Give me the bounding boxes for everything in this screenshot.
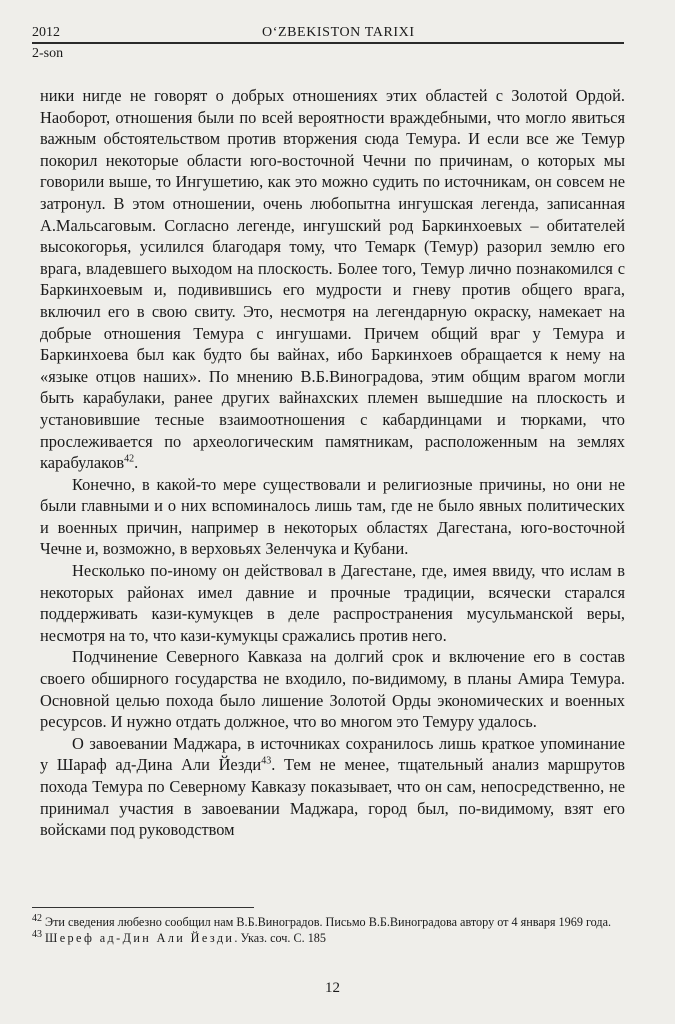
footnote-mark: 43 [32, 928, 42, 940]
footnote [32, 914, 627, 930]
paragraph-text: Конечно, в какой-то мере существовали и религиозные причины, но они не были главными и о них вспоминалось лишь там, где не было явных политических и военных причин, например в некоторых областях Дагестана, юго-восточной Чечне и, возможно, в верховьях Зеленчука и Кубани. [40, 474, 625, 559]
header-year: 2012 [32, 25, 60, 40]
header-rule [32, 42, 624, 44]
paragraph-text: О завоевании Маджара, в источниках сохранилось лишь краткое упоминание у Шараф ад-Дина Али Йезди [40, 733, 625, 775]
footnote [32, 930, 627, 946]
footnote-ref: 42 [124, 453, 135, 465]
paragraph [40, 474, 625, 560]
footnote-mark: 42 [32, 912, 42, 924]
paragraph [40, 85, 625, 474]
page-number: 12 [325, 980, 340, 996]
footnotes [32, 914, 627, 946]
paragraph-text: Подчинение Северного Кавказа на долгий срок и включение его в состав своего обширного государства не входило, по-видимому, в планы Амира Темура. Основной целью похода было лишение Золотой Орды экономических и военных ресурсов. И нужно отдать должное, что во многом это Темуру удалось. [40, 647, 625, 732]
footnote-rule [32, 907, 254, 908]
paragraph-text: . Тем не менее, тщательный анализ маршрутов похода Темура по Северному Кавказу показывает, что он сам, непосредственно, не принимал участия в завоевании Маджара, город был, по-видимому, взят его войсками под руководством [40, 755, 625, 840]
paragraph [40, 733, 625, 841]
running-header [32, 22, 624, 44]
paragraph-text: ники нигде не говорят о добрых отношениях этих областей с Золотой Ордой. Наоборот, отношения были по всей вероятности враждебными, что могло явиться важным обстоятельством против вторжения сюда Темура. И если все же Темур покорил некоторые области юго-восточной Чечни по причинам, о которых мы говорили выше, то Ингушетию, как это можно судить по источникам, он совсем не затронул. В этом отношении, очень любопытна ингушская легенда, записанная А.Мальсаговым. Согласно легенде, ингушский род Баркинхоевых – обитателей высокогорья, усилился благодаря тому, что Темарк (Темур) разорил землю его врага, владевшего выходом на плоскость. Более того, Темур лично познакомился с Баркинхоевым и, подивившись его мудрости и гневу против общего врага, включил его в свою свиту. Это, несмотря на легендарную окраску, намекает на добрые отношения Темура с ингушами. Причем общий враг у Темура и Баркинхоева был как будто бы вайнах, ибо Баркинхоев обращается к нему на «языке отцов наших». По мнению В.Б.Виноградова, этим общим врагом могли быть карабулаки, ранее других вайнахских племен вышедшие на плоскость и установившие тесные взаимоотношения с кабардинцами и тюрками, что прослеживается по археологическим памятникам, расположенным на землях карабулаков [40, 86, 625, 473]
paragraph-text: Несколько по-иному он действовал в Дагестане, где, имея ввиду, что ислам в некоторых районах имел давние и прочные традиции, всячески старался поддерживать кази-кумукцев в деле распространения мусульманской веры, несмотря на то, что кази-кумукцы сражались против него. [40, 561, 625, 645]
footnote-text: . Указ. соч. С. 185 [234, 931, 326, 945]
footnote-ref: 43 [261, 755, 272, 767]
header-journal-title: O‘ZBEKISTON TARIXI [262, 25, 415, 40]
main-text [40, 85, 625, 841]
footnote-text: Эти сведения любезно сообщил нам В.Б.Виноградов. Письмо В.Б.Виноградова автору от 4 января 1969 года. [42, 915, 612, 929]
paragraph-text: . [134, 453, 139, 473]
paragraph [40, 560, 625, 646]
footnote-author: Шереф ад-Дин Али Йезди [45, 931, 235, 945]
paragraph [40, 646, 625, 732]
header-issue: 2-son [32, 46, 64, 61]
